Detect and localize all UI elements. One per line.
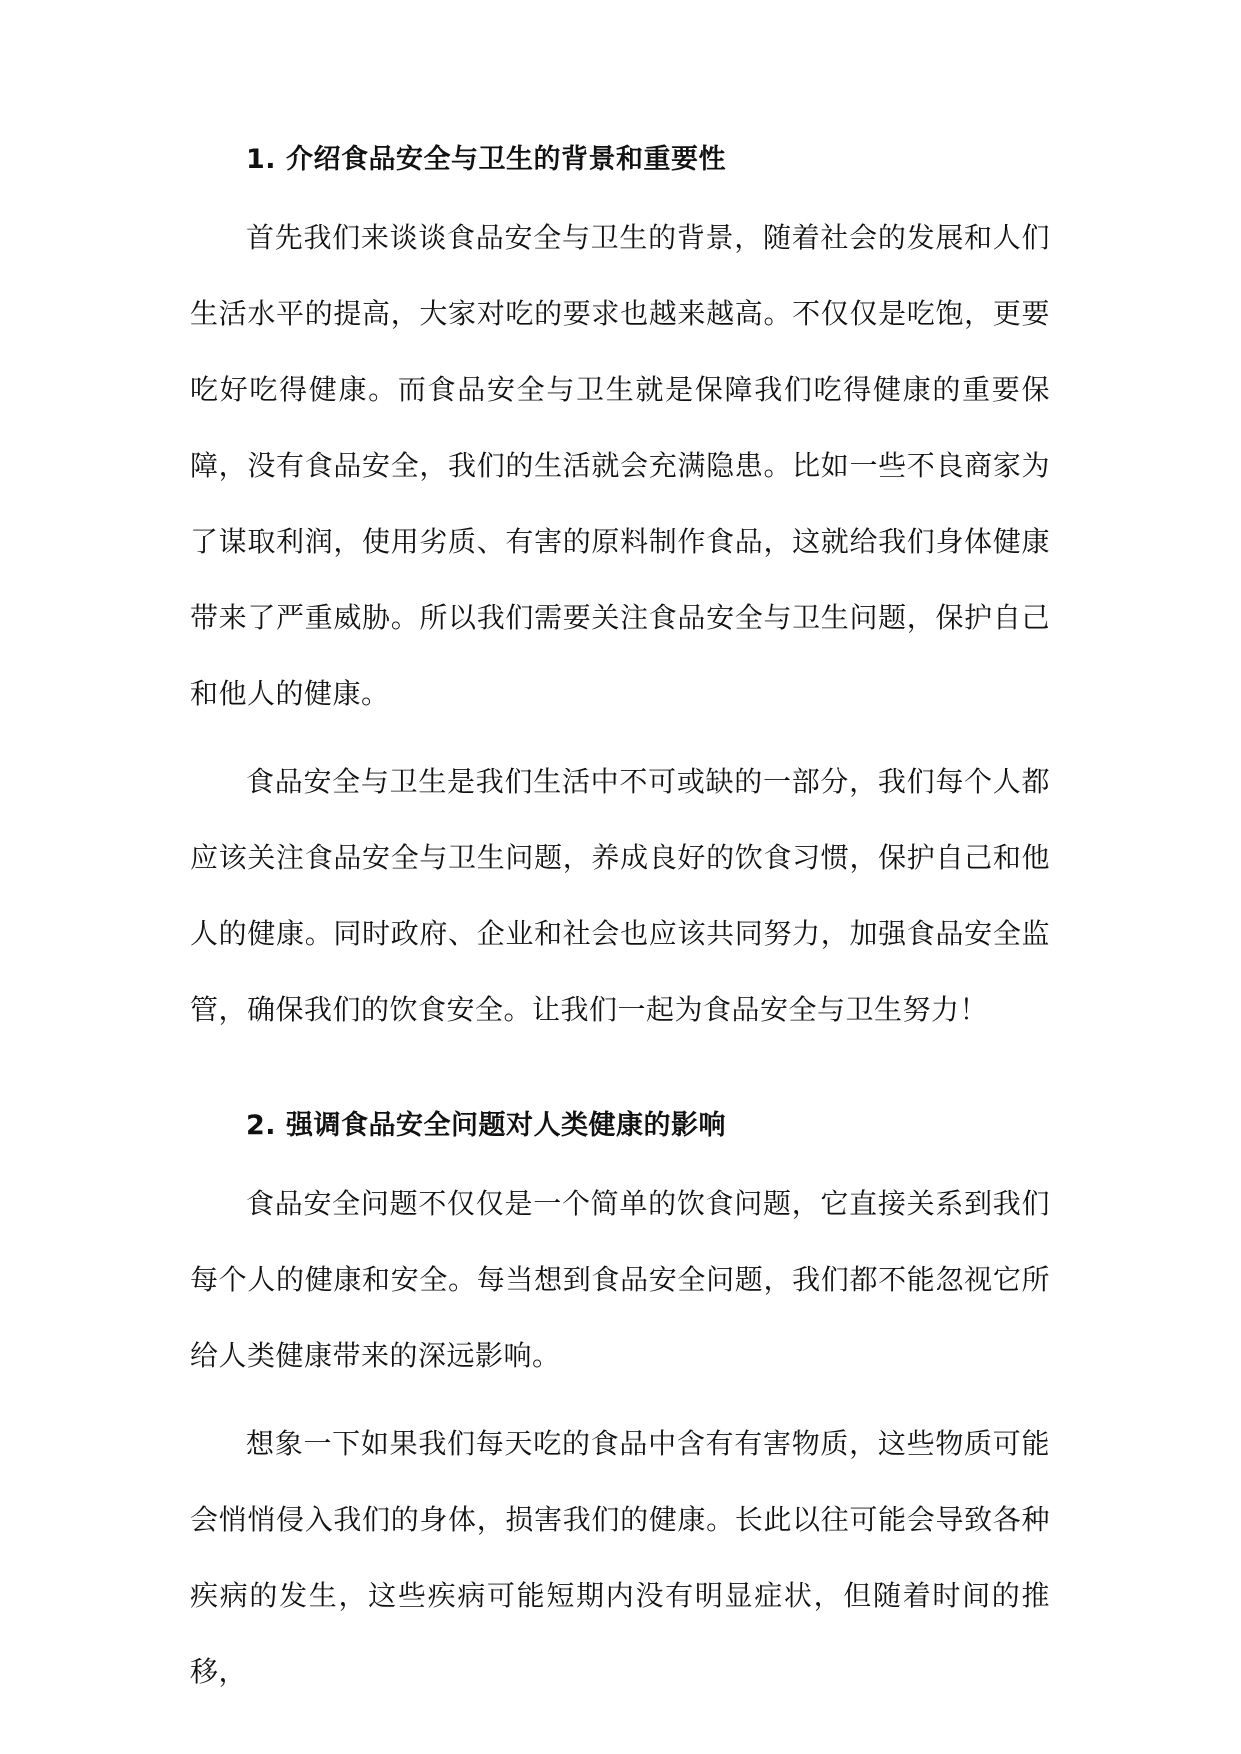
section-1-paragraph-1: 首先我们来谈谈食品安全与卫生的背景，随着社会的发展和人们生活水平的提高，大家对吃的要求也越来越高。不仅仅是吃饱，更要吃好吃得健康。而食品安全与卫生就是保障我们吃得健康的重要保障，没有食品安全，我们的生活就会充满隐患。比如一些不良商家为了谋取利润，使用劣质、有害的原料制作食品，这就给我们身体健康带来了严重威胁。所以我们需要关注食品安全与卫生问题，保护自己和他人的健康。 [190, 221, 1050, 710]
section-2-heading: 2. 强调食品安全问题对人类健康的影响 [246, 1110, 726, 1141]
section-1-paragraph-2: 食品安全与卫生是我们生活中不可或缺的一部分，我们每个人都应该关注食品安全与卫生问题，养成良好的饮食习惯，保护自己和他人的健康。同时政府、企业和社会也应该共同努力，加强食品安全监管，确保我们的饮食安全。让我们一起为食品安全与卫生努力！ [190, 765, 1050, 1026]
section-2-paragraph-2: 想象一下如果我们每天吃的食品中含有有害物质，这些物质可能会悄悄侵入我们的身体，损害我们的健康。长此以往可能会导致各种疾病的发生，这些疾病可能短期内没有明显症状，但随着时间的推移， [190, 1427, 1050, 1688]
section-2-paragraph-1: 食品安全问题不仅仅是一个简单的饮食问题，它直接关系到我们每个人的健康和安全。每当想到食品安全问题，我们都不能忽视它所给人类健康带来的深远影响。 [190, 1187, 1050, 1372]
document-body [190, 140, 1050, 1722]
section-1-heading: 1. 介绍食品安全与卫生的背景和重要性 [246, 144, 726, 175]
